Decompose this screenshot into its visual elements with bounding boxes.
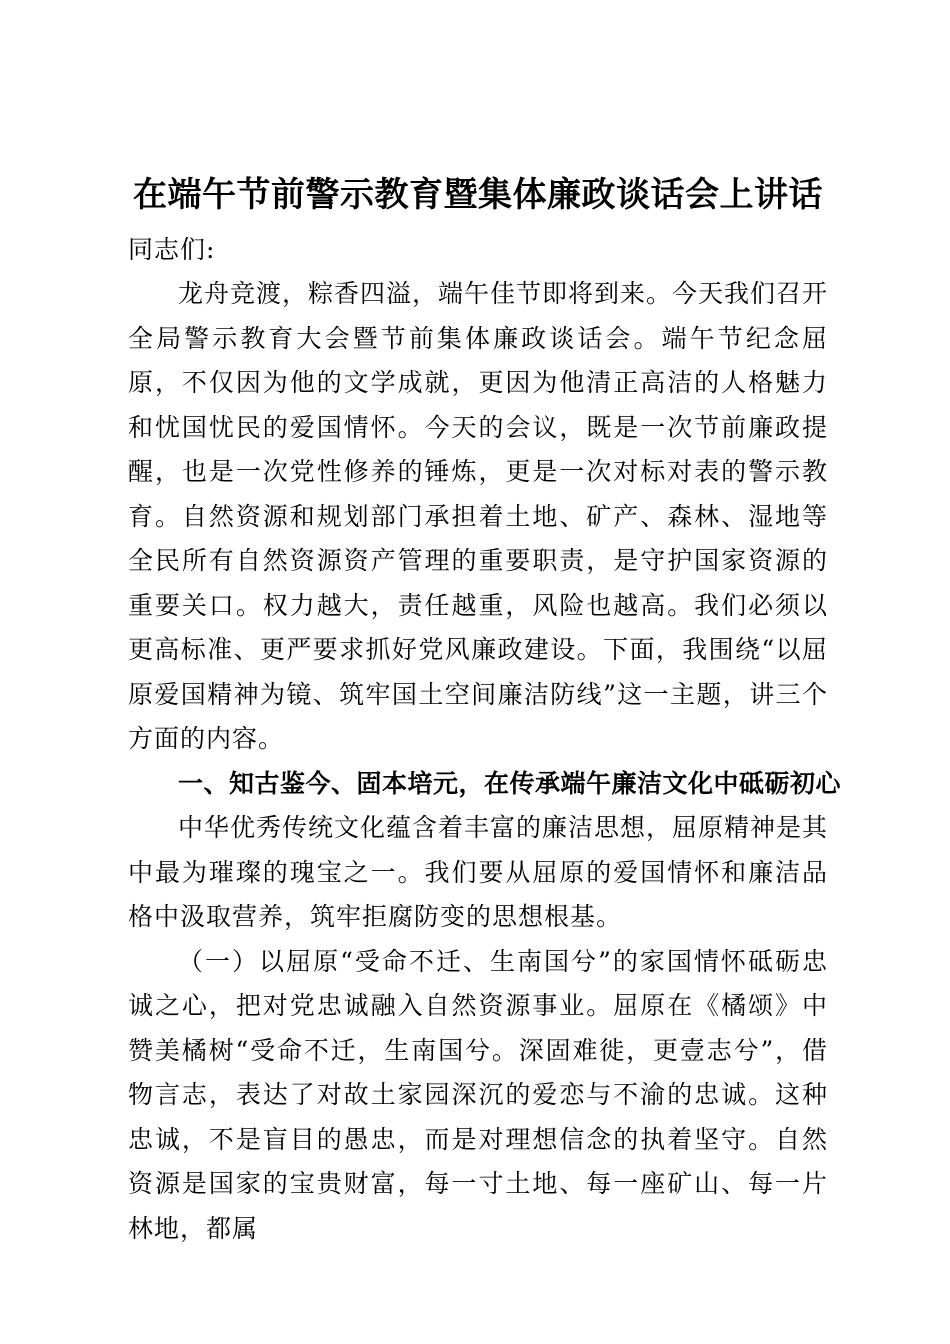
salutation: 同志们: (128, 235, 216, 264)
intro-paragraph: 龙舟竞渡，粽香四溢，端午佳节即将到来。今天我们召开全局警示教育大会暨节前集体廉政谈话会。端午节纪念屈原，不仅因为他的文学成就，更因为他清正高洁的人格魅力和忧国忧民的爱国情怀。今天的会议，既是一次节前廉政提醒，也是一次党性修养的锤炼，更是一次对标对表的警示教育。自然资源和规划部门承担着土地、矿产、森林、湿地等全民所有自然资源资产管理的重要职责，是守护国家资源的重要关口。权力越大，责任越重，风险也越高。我们必须以更高标准、更严要求抓好党风廉政建设。下面，我围绕“以屈原爱国精神为镜、筑牢国土空间廉洁防线”这一主题，讲三个方面的内容。 (128, 279, 829, 753)
section-heading-1: 一、知古鉴今、固本培元，在传承端午廉洁文化中砥砺初心 (178, 768, 842, 798)
document-title: 在端午节前警示教育暨集体廉政谈话会上讲话 (133, 175, 823, 215)
section1-paragraph: 中华优秀传统文化蕴含着丰富的廉洁思想，屈原精神是其中最为璀璨的瑰宝之一。我们要从屈原的爱国情怀和廉洁品格中汲取营养，筑牢拒腐防变的思想根基。 (128, 813, 829, 931)
section1-subsection-paragraph: （一）以屈原“受命不迁、生南国兮”的家国情怀砥砺忠诚之心，把对党忠诚融入自然资源事业。屈原在《橘颂》中赞美橘树“受命不迁，生南国兮。深固难徙，更壹志兮”，借物言志，表达了对故土家园深沉的爱恋与不渝的忠诚。这种忠诚，不是盲目的愚忠，而是对理想信念的执着坚守。自然资源是国家的宝贵财富，每一寸土地、每一座矿山、每一片林地，都属 (128, 946, 828, 1243)
document-page (128, 168, 842, 1251)
